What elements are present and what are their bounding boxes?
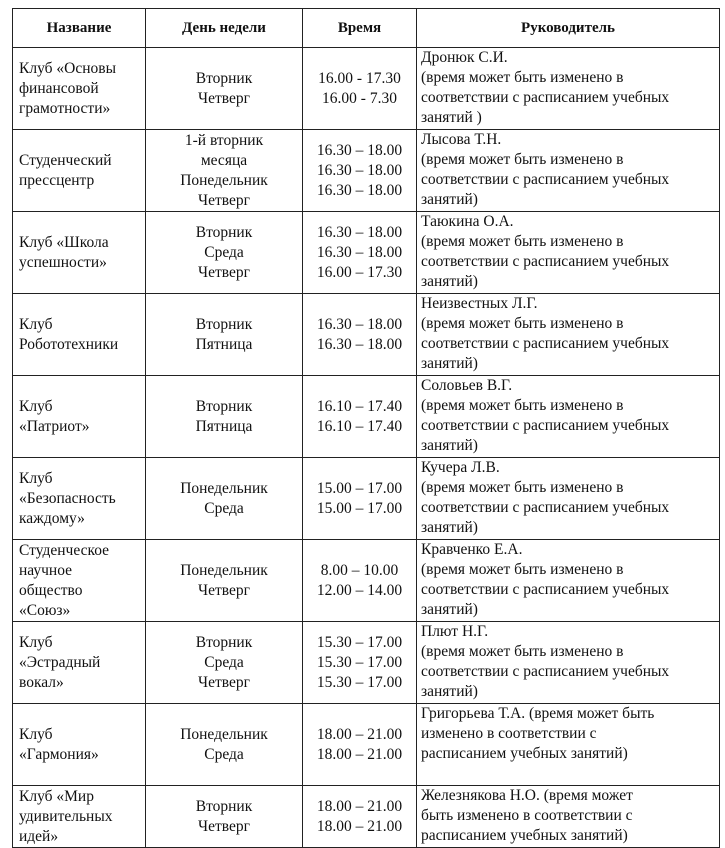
leader-cell-line: Плют Н.Г.: [421, 623, 489, 640]
leader-cell-line: занятий): [421, 601, 478, 618]
leader-cell-line: Соловьев В.Г.: [421, 377, 513, 394]
day-cell-line: Среда: [204, 243, 244, 261]
leader-cell-line: Неизвестных Л.Г.: [421, 295, 538, 312]
table-row: [13, 376, 720, 458]
time-cell-line: 16.30 – 18.00: [316, 335, 403, 353]
time-cell: [303, 458, 417, 540]
day-cell: [146, 294, 303, 376]
leader-cell: [417, 294, 720, 376]
time-cell: [303, 130, 417, 212]
leader-cell-line: Григорьева Т.А. (время может быть: [421, 705, 655, 722]
header-name: Название: [13, 9, 146, 48]
leader-cell-line: Дронюк С.И.: [421, 49, 508, 66]
time-cell-line: 16.30 – 18.00: [316, 161, 403, 179]
day-cell-line: Вторник: [195, 397, 253, 415]
leader-cell-line: Лысова Т.Н.: [421, 131, 502, 148]
day-cell-line: Пятница: [195, 417, 253, 435]
club-name-cell: [13, 130, 146, 212]
time-cell: [303, 212, 417, 294]
day-cell-line: Вторник: [195, 69, 253, 87]
time-cell-line: 16.00 - 7.30: [322, 89, 397, 107]
club-name-cell-line: прессцентр: [19, 171, 95, 189]
time-cell-line: 16.30 – 18.00: [316, 243, 403, 261]
day-cell-line: месяца: [200, 151, 248, 169]
club-name-cell-line: «Союз»: [19, 601, 71, 619]
time-cell-line: 18.00 – 21.00: [316, 725, 403, 743]
club-name-cell-line: Студенческий: [19, 151, 112, 169]
day-cell-line: Четверг: [198, 673, 250, 691]
leader-cell: [417, 130, 720, 212]
leader-cell-line: занятий): [421, 191, 478, 208]
leader-cell-line: соответствии с расписанием учебных: [421, 335, 670, 352]
leader-cell: [417, 458, 720, 540]
leader-cell-line: (время может быть изменено в: [421, 151, 624, 168]
time-cell: [303, 376, 417, 458]
time-cell: [303, 294, 417, 376]
leader-cell-line: соответствии с расписанием учебных: [421, 171, 670, 188]
day-cell-line: Среда: [204, 745, 244, 763]
day-cell-line: Четверг: [198, 817, 250, 835]
day-cell: [146, 786, 303, 848]
time-cell-line: 16.00 - 17.30: [318, 69, 401, 87]
table-row: [13, 704, 720, 786]
time-cell-line: 12.00 – 14.00: [316, 581, 403, 599]
club-name-cell-line: грамотности»: [19, 99, 111, 117]
club-name-cell-line: Клуб «Основы: [19, 59, 116, 77]
leader-cell-line: Кравченко Е.А.: [421, 541, 523, 558]
time-cell-line: 15.00 – 17.00: [316, 479, 403, 497]
club-name-cell-line: Клуб «Школа: [19, 233, 109, 251]
day-cell: [146, 48, 303, 130]
leader-cell-line: занятий): [421, 273, 478, 290]
leader-cell: [417, 704, 720, 786]
leader-cell-line: (время может быть изменено в: [421, 561, 624, 578]
time-cell: [303, 48, 417, 130]
club-name-cell-line: вокал»: [19, 673, 64, 691]
club-name-cell-line: научное: [19, 561, 73, 579]
time-cell-line: 15.30 – 17.00: [316, 653, 403, 671]
club-name-cell: [13, 294, 146, 376]
time-cell-line: 15.30 – 17.00: [316, 673, 403, 691]
leader-cell-line: Железнякова Н.О. (время может: [421, 787, 633, 804]
time-cell: [303, 540, 417, 622]
club-name-cell: [13, 48, 146, 130]
club-name-cell-line: Клуб: [19, 633, 53, 651]
club-name-cell-line: Клуб: [19, 397, 53, 415]
schedule-table: [12, 8, 720, 848]
day-cell-line: Четверг: [198, 191, 250, 209]
leader-cell-line: (время может быть изменено в: [421, 233, 624, 250]
table-row: [13, 130, 720, 212]
leader-cell: [417, 622, 720, 704]
club-name-cell-line: успешности»: [19, 253, 107, 271]
table-row: [13, 786, 720, 848]
club-name-cell-line: общество: [19, 581, 83, 599]
table-row: [13, 48, 720, 130]
day-cell: [146, 622, 303, 704]
club-name-cell-line: «Патриот»: [19, 417, 90, 435]
header-day: День недели: [146, 9, 303, 48]
time-cell-line: 15.00 – 17.00: [316, 499, 403, 517]
day-cell-line: 1-й вторник: [184, 131, 264, 149]
time-cell: [303, 786, 417, 848]
leader-cell-line: соответствии с расписанием учебных: [421, 499, 670, 516]
table-row: [13, 622, 720, 704]
club-name-cell-line: удивительных: [19, 807, 113, 825]
club-name-cell-line: «Гармония»: [19, 745, 99, 763]
day-cell: [146, 212, 303, 294]
leader-cell-line: соответствии с расписанием учебных: [421, 581, 670, 598]
time-cell-line: 18.00 – 21.00: [316, 797, 403, 815]
leader-cell: [417, 376, 720, 458]
leader-cell: [417, 786, 720, 848]
leader-cell: [417, 212, 720, 294]
leader-cell-line: (время может быть изменено в: [421, 397, 624, 414]
time-cell: [303, 622, 417, 704]
day-cell-line: Понедельник: [180, 561, 268, 579]
leader-cell-line: соответствии с расписанием учебных: [421, 253, 670, 270]
day-cell-line: Вторник: [195, 223, 253, 241]
club-name-cell-line: каждому»: [19, 509, 85, 527]
day-cell-line: Вторник: [195, 797, 253, 815]
day-cell-line: Среда: [204, 499, 244, 517]
leader-cell-line: занятий): [421, 519, 478, 536]
time-cell-line: 16.30 – 18.00: [316, 223, 403, 241]
leader-cell-line: занятий): [421, 683, 478, 700]
day-cell-line: Четверг: [198, 263, 250, 281]
leader-cell-line: (время может быть изменено в: [421, 479, 624, 496]
header-leader: Руководитель: [417, 9, 720, 48]
leader-cell: [417, 540, 720, 622]
day-cell: [146, 540, 303, 622]
leader-cell-line: расписанием учебных занятий): [421, 827, 628, 844]
leader-cell-line: (время может быть изменено в: [421, 315, 624, 332]
leader-cell-line: (время может быть изменено в: [421, 69, 624, 86]
leader-cell-line: занятий ): [421, 109, 482, 126]
club-name-cell: [13, 376, 146, 458]
time-cell-line: 16.00 – 17.30: [316, 263, 403, 281]
day-cell-line: Вторник: [195, 633, 253, 651]
leader-cell-line: Таюкина О.А.: [421, 213, 514, 230]
time-cell-line: 16.30 – 18.00: [316, 181, 403, 199]
day-cell-line: Четверг: [198, 89, 250, 107]
day-cell-line: Среда: [204, 653, 244, 671]
time-cell-line: 16.30 – 18.00: [316, 141, 403, 159]
table-row: [13, 294, 720, 376]
club-name-cell-line: финансовой: [19, 79, 99, 97]
club-name-cell: [13, 704, 146, 786]
club-name-cell: [13, 540, 146, 622]
table-row: [13, 458, 720, 540]
leader-cell-line: быть изменено в соответствии с: [421, 807, 633, 824]
leader-cell-line: Кучера Л.В.: [421, 459, 500, 476]
club-name-cell: [13, 458, 146, 540]
time-cell-line: 18.00 – 21.00: [316, 817, 403, 835]
day-cell: [146, 376, 303, 458]
day-cell: [146, 458, 303, 540]
time-cell-line: 8.00 – 10.00: [320, 561, 399, 579]
club-name-cell: [13, 622, 146, 704]
club-name-cell-line: «Безопасность: [19, 489, 116, 507]
time-cell-line: 15.30 – 17.00: [316, 633, 403, 651]
leader-cell-line: соответствии с расписанием учебных: [421, 663, 670, 680]
time-cell-line: 16.10 – 17.40: [316, 417, 403, 435]
leader-cell-line: соответствии с расписанием учебных: [421, 417, 670, 434]
day-cell-line: Понедельник: [180, 479, 268, 497]
club-name-cell: [13, 786, 146, 848]
time-cell-line: 16.10 – 17.40: [316, 397, 403, 415]
club-name-cell-line: Клуб: [19, 469, 53, 487]
day-cell: [146, 130, 303, 212]
day-cell-line: Вторник: [195, 315, 253, 333]
day-cell-line: Понедельник: [180, 171, 268, 189]
time-cell-line: 18.00 – 21.00: [316, 745, 403, 763]
header-row: [13, 9, 720, 48]
club-name-cell: [13, 212, 146, 294]
day-cell: [146, 704, 303, 786]
leader-cell-line: изменено в соответствии с: [421, 725, 597, 742]
club-name-cell-line: Робототехники: [19, 335, 119, 353]
table-row: [13, 540, 720, 622]
club-name-cell-line: Клуб «Мир: [19, 787, 94, 805]
club-name-cell-line: Студенческое: [19, 541, 110, 559]
club-name-cell-line: идей»: [19, 827, 59, 845]
club-name-cell-line: Клуб: [19, 315, 53, 333]
leader-cell-line: занятий): [421, 355, 478, 372]
leader-cell: [417, 48, 720, 130]
table-row: [13, 212, 720, 294]
time-cell: [303, 704, 417, 786]
day-cell-line: Четверг: [198, 581, 250, 599]
leader-cell-line: занятий): [421, 437, 478, 454]
header-time: Время: [303, 9, 417, 48]
leader-cell-line: соответствии с расписанием учебных: [421, 89, 670, 106]
time-cell-line: 16.30 – 18.00: [316, 315, 403, 333]
club-name-cell-line: «Эстрадный: [19, 653, 101, 671]
day-cell-line: Понедельник: [180, 725, 268, 743]
day-cell-line: Пятница: [195, 335, 253, 353]
leader-cell-line: (время может быть изменено в: [421, 643, 624, 660]
club-name-cell-line: Клуб: [19, 725, 53, 743]
leader-cell-line: расписанием учебных занятий): [421, 745, 628, 762]
